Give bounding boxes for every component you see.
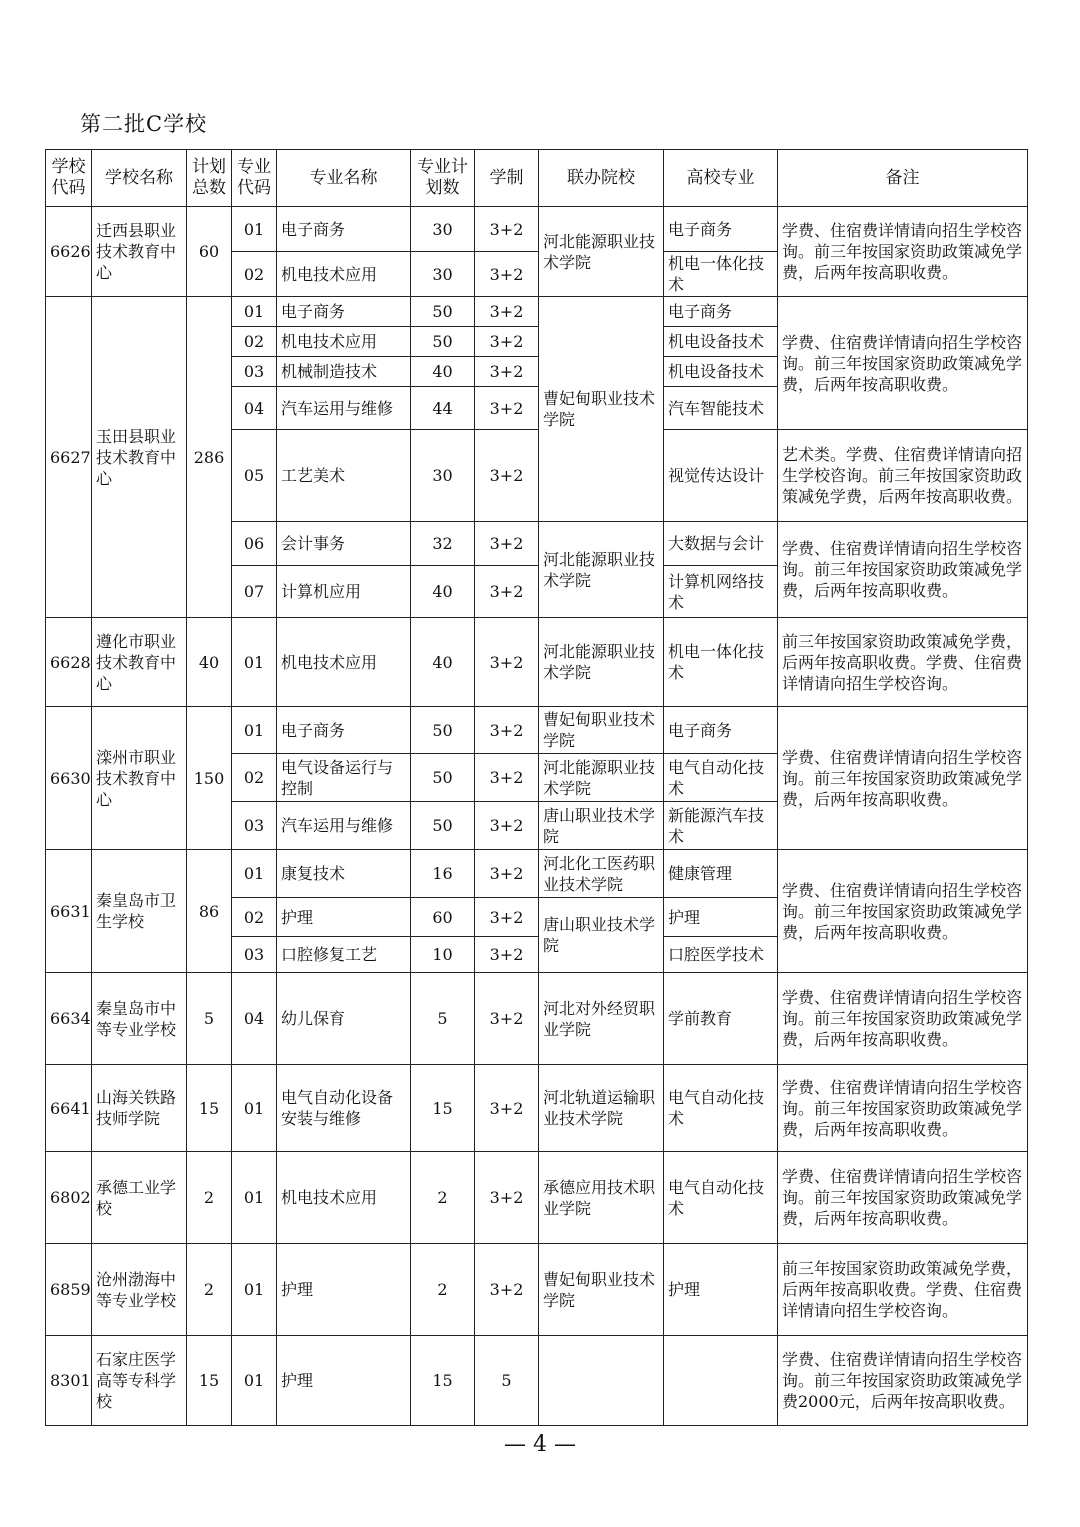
college-major: 机电设备技术 xyxy=(664,357,778,387)
table-row xyxy=(46,973,1028,1065)
college-major: 电气自动化技术 xyxy=(664,1152,778,1244)
college-major: 护理 xyxy=(664,898,778,937)
major-name: 汽车运用与维修 xyxy=(277,802,411,850)
partner-college: 曹妃甸职业技术学院 xyxy=(539,1244,664,1336)
header-college-major: 高校专业 xyxy=(664,150,778,207)
remark: 学费、住宿费详情请向招生学校咨询。前三年按国家资助政策减免学费，后两年按高职收费。 xyxy=(778,297,1028,430)
college-major: 机电一体化技术 xyxy=(664,618,778,707)
college-major: 电子商务 xyxy=(664,297,778,327)
remark: 学费、住宿费详情请向招生学校咨询。前三年按国家资助政策减免学费，后两年按高职收费。 xyxy=(778,1065,1028,1152)
major-code: 07 xyxy=(232,566,277,618)
school-name: 玉田县职业技术教育中心 xyxy=(92,297,187,618)
major-name: 机电技术应用 xyxy=(277,1152,411,1244)
partner-college: 河北能源职业技术学院 xyxy=(539,618,664,707)
major-name: 计算机应用 xyxy=(277,566,411,618)
major-plan: 50 xyxy=(411,327,475,357)
college-major: 大数据与会计 xyxy=(664,522,778,566)
major-code: 03 xyxy=(232,937,277,973)
table-row xyxy=(46,1065,1028,1152)
major-code: 03 xyxy=(232,357,277,387)
table-row xyxy=(46,1244,1028,1336)
system: 3+2 xyxy=(475,387,539,430)
major-name: 机电技术应用 xyxy=(277,618,411,707)
school-code: 6626 xyxy=(46,207,92,297)
school-code: 8301 xyxy=(46,1336,92,1426)
college-major xyxy=(664,1336,778,1426)
plan-total: 60 xyxy=(187,207,232,297)
college-major: 电气自动化技术 xyxy=(664,754,778,802)
school-name: 石家庄医学高等专科学校 xyxy=(92,1336,187,1426)
school-code: 6802 xyxy=(46,1152,92,1244)
partner-college: 河北能源职业技术学院 xyxy=(539,754,664,802)
remark: 学费、住宿费详情请向招生学校咨询。前三年按国家资助政策减免学费2000元，后两年按高职收费。 xyxy=(778,1336,1028,1426)
major-code: 01 xyxy=(232,1244,277,1336)
system: 3+2 xyxy=(475,850,539,898)
table-row xyxy=(46,1152,1028,1244)
header-plan-total: 计划总数 xyxy=(187,150,232,207)
major-plan: 30 xyxy=(411,252,475,297)
school-code: 6628 xyxy=(46,618,92,707)
partner-college xyxy=(539,1336,664,1426)
major-plan: 30 xyxy=(411,207,475,252)
partner-college: 河北轨道运输职业技术学院 xyxy=(539,1065,664,1152)
college-major: 视觉传达设计 xyxy=(664,430,778,522)
system: 3+2 xyxy=(475,1244,539,1336)
major-code: 04 xyxy=(232,387,277,430)
college-major: 电子商务 xyxy=(664,707,778,754)
plan-total: 5 xyxy=(187,973,232,1065)
major-code: 02 xyxy=(232,898,277,937)
major-plan: 44 xyxy=(411,387,475,430)
system: 3+2 xyxy=(475,618,539,707)
school-name: 迁西县职业技术教育中心 xyxy=(92,207,187,297)
major-name: 电气自动化设备安装与维修 xyxy=(277,1065,411,1152)
header-major-code: 专业代码 xyxy=(232,150,277,207)
major-plan: 15 xyxy=(411,1065,475,1152)
plan-total: 150 xyxy=(187,707,232,850)
major-code: 06 xyxy=(232,522,277,566)
school-code: 6634 xyxy=(46,973,92,1065)
plan-total: 286 xyxy=(187,297,232,618)
header-system: 学制 xyxy=(475,150,539,207)
system: 3+2 xyxy=(475,252,539,297)
major-plan: 40 xyxy=(411,618,475,707)
college-major: 计算机网络技术 xyxy=(664,566,778,618)
plan-total: 2 xyxy=(187,1244,232,1336)
major-name: 电气设备运行与控制 xyxy=(277,754,411,802)
major-plan: 2 xyxy=(411,1152,475,1244)
partner-college: 河北能源职业技术学院 xyxy=(539,522,664,618)
plan-total: 40 xyxy=(187,618,232,707)
major-code: 05 xyxy=(232,430,277,522)
plan-total: 2 xyxy=(187,1152,232,1244)
remark: 前三年按国家资助政策减免学费，后两年按高职收费。学费、住宿费详情请向招生学校咨询。 xyxy=(778,618,1028,707)
major-code: 02 xyxy=(232,252,277,297)
remark: 学费、住宿费详情请向招生学校咨询。前三年按国家资助政策减免学费，后两年按高职收费。 xyxy=(778,1152,1028,1244)
partner-college: 唐山职业技术学院 xyxy=(539,802,664,850)
remark: 学费、住宿费详情请向招生学校咨询。前三年按国家资助政策减免学费，后两年按高职收费。 xyxy=(778,850,1028,973)
table-row xyxy=(46,618,1028,707)
college-major: 健康管理 xyxy=(664,850,778,898)
major-plan: 15 xyxy=(411,1336,475,1426)
major-name: 机电技术应用 xyxy=(277,252,411,297)
system: 3+2 xyxy=(475,357,539,387)
school-name: 沧州渤海中等专业学校 xyxy=(92,1244,187,1336)
school-code: 6859 xyxy=(46,1244,92,1336)
system: 3+2 xyxy=(475,430,539,522)
partner-college: 曹妃甸职业技术学院 xyxy=(539,707,664,754)
college-major: 口腔医学技术 xyxy=(664,937,778,973)
system: 3+2 xyxy=(475,327,539,357)
major-plan: 40 xyxy=(411,357,475,387)
school-code: 6631 xyxy=(46,850,92,973)
header-major-name: 专业名称 xyxy=(277,150,411,207)
major-name: 电子商务 xyxy=(277,707,411,754)
major-name: 护理 xyxy=(277,1336,411,1426)
major-code: 03 xyxy=(232,802,277,850)
major-code: 01 xyxy=(232,207,277,252)
header-school-code: 学校代码 xyxy=(46,150,92,207)
system: 3+2 xyxy=(475,754,539,802)
major-name: 电子商务 xyxy=(277,207,411,252)
major-name: 机械制造技术 xyxy=(277,357,411,387)
major-plan: 60 xyxy=(411,898,475,937)
major-code: 01 xyxy=(232,1152,277,1244)
major-code: 01 xyxy=(232,850,277,898)
system: 3+2 xyxy=(475,297,539,327)
major-name: 康复技术 xyxy=(277,850,411,898)
major-code: 01 xyxy=(232,1065,277,1152)
system: 3+2 xyxy=(475,566,539,618)
school-name: 秦皇岛市中等专业学校 xyxy=(92,973,187,1065)
page-number: — 4 — xyxy=(504,1432,576,1457)
college-major: 新能源汽车技术 xyxy=(664,802,778,850)
major-name: 护理 xyxy=(277,1244,411,1336)
table-row xyxy=(46,207,1028,252)
college-major: 机电一体化技术 xyxy=(664,252,778,297)
major-plan: 50 xyxy=(411,297,475,327)
system: 3+2 xyxy=(475,802,539,850)
major-name: 电子商务 xyxy=(277,297,411,327)
plan-total: 15 xyxy=(187,1065,232,1152)
school-code: 6630 xyxy=(46,707,92,850)
school-name: 滦州市职业技术教育中心 xyxy=(92,707,187,850)
plan-total: 86 xyxy=(187,850,232,973)
remark: 前三年按国家资助政策减免学费，后两年按高职收费。学费、住宿费详情请向招生学校咨询。 xyxy=(778,1244,1028,1336)
major-name: 口腔修复工艺 xyxy=(277,937,411,973)
partner-college: 曹妃甸职业技术学院 xyxy=(539,297,664,522)
major-plan: 30 xyxy=(411,430,475,522)
college-major: 学前教育 xyxy=(664,973,778,1065)
major-plan: 50 xyxy=(411,802,475,850)
system: 3+2 xyxy=(475,937,539,973)
section-title: 第二批C学校 xyxy=(80,112,208,136)
school-code: 6641 xyxy=(46,1065,92,1152)
major-code: 01 xyxy=(232,297,277,327)
header-major-plan: 专业计划数 xyxy=(411,150,475,207)
partner-college: 河北化工医药职业技术学院 xyxy=(539,850,664,898)
major-plan: 2 xyxy=(411,1244,475,1336)
system: 3+2 xyxy=(475,898,539,937)
college-major: 电气自动化技术 xyxy=(664,1065,778,1152)
remark: 学费、住宿费详情请向招生学校咨询。前三年按国家资助政策减免学费，后两年按高职收费。 xyxy=(778,522,1028,618)
major-plan: 32 xyxy=(411,522,475,566)
major-plan: 40 xyxy=(411,566,475,618)
school-name: 山海关铁路技师学院 xyxy=(92,1065,187,1152)
table-row xyxy=(46,850,1028,898)
college-major: 汽车智能技术 xyxy=(664,387,778,430)
system: 3+2 xyxy=(475,1065,539,1152)
major-name: 汽车运用与维修 xyxy=(277,387,411,430)
header-row xyxy=(46,150,1028,207)
major-code: 02 xyxy=(232,327,277,357)
major-name: 工艺美术 xyxy=(277,430,411,522)
remark: 艺术类。学费、住宿费详情请向招生学校咨询。前三年按国家资助政策减免学费，后两年按高职收费。 xyxy=(778,430,1028,522)
header-school-name: 学校名称 xyxy=(92,150,187,207)
system: 3+2 xyxy=(475,522,539,566)
major-code: 01 xyxy=(232,707,277,754)
header-partner-college: 联办院校 xyxy=(539,150,664,207)
college-major: 机电设备技术 xyxy=(664,327,778,357)
major-plan: 5 xyxy=(411,973,475,1065)
major-code: 01 xyxy=(232,1336,277,1426)
major-plan: 16 xyxy=(411,850,475,898)
major-name: 幼儿保育 xyxy=(277,973,411,1065)
major-code: 02 xyxy=(232,754,277,802)
partner-college: 唐山职业技术学院 xyxy=(539,898,664,973)
college-major: 护理 xyxy=(664,1244,778,1336)
partner-college: 河北对外经贸职业学院 xyxy=(539,973,664,1065)
major-name: 护理 xyxy=(277,898,411,937)
remark: 学费、住宿费详情请向招生学校咨询。前三年按国家资助政策减免学费，后两年按高职收费。 xyxy=(778,707,1028,850)
school-name: 承德工业学校 xyxy=(92,1152,187,1244)
header-remark: 备注 xyxy=(778,150,1028,207)
remark: 学费、住宿费详情请向招生学校咨询。前三年按国家资助政策减免学费，后两年按高职收费。 xyxy=(778,207,1028,297)
system: 3+2 xyxy=(475,707,539,754)
system: 3+2 xyxy=(475,1152,539,1244)
major-code: 04 xyxy=(232,973,277,1065)
system: 3+2 xyxy=(475,207,539,252)
system: 5 xyxy=(475,1336,539,1426)
major-plan: 50 xyxy=(411,707,475,754)
major-name: 机电技术应用 xyxy=(277,327,411,357)
enrollment-plan-table xyxy=(45,149,1028,1426)
school-name: 遵化市职业技术教育中心 xyxy=(92,618,187,707)
plan-total: 15 xyxy=(187,1336,232,1426)
table-row xyxy=(46,707,1028,754)
school-name: 秦皇岛市卫生学校 xyxy=(92,850,187,973)
table-row xyxy=(46,1336,1028,1426)
partner-college: 承德应用技术职业学院 xyxy=(539,1152,664,1244)
partner-college: 河北能源职业技术学院 xyxy=(539,207,664,297)
system: 3+2 xyxy=(475,973,539,1065)
major-plan: 50 xyxy=(411,754,475,802)
school-code: 6627 xyxy=(46,297,92,618)
major-name: 会计事务 xyxy=(277,522,411,566)
remark: 学费、住宿费详情请向招生学校咨询。前三年按国家资助政策减免学费，后两年按高职收费。 xyxy=(778,973,1028,1065)
major-code: 01 xyxy=(232,618,277,707)
table-row xyxy=(46,297,1028,327)
major-plan: 10 xyxy=(411,937,475,973)
college-major: 电子商务 xyxy=(664,207,778,252)
